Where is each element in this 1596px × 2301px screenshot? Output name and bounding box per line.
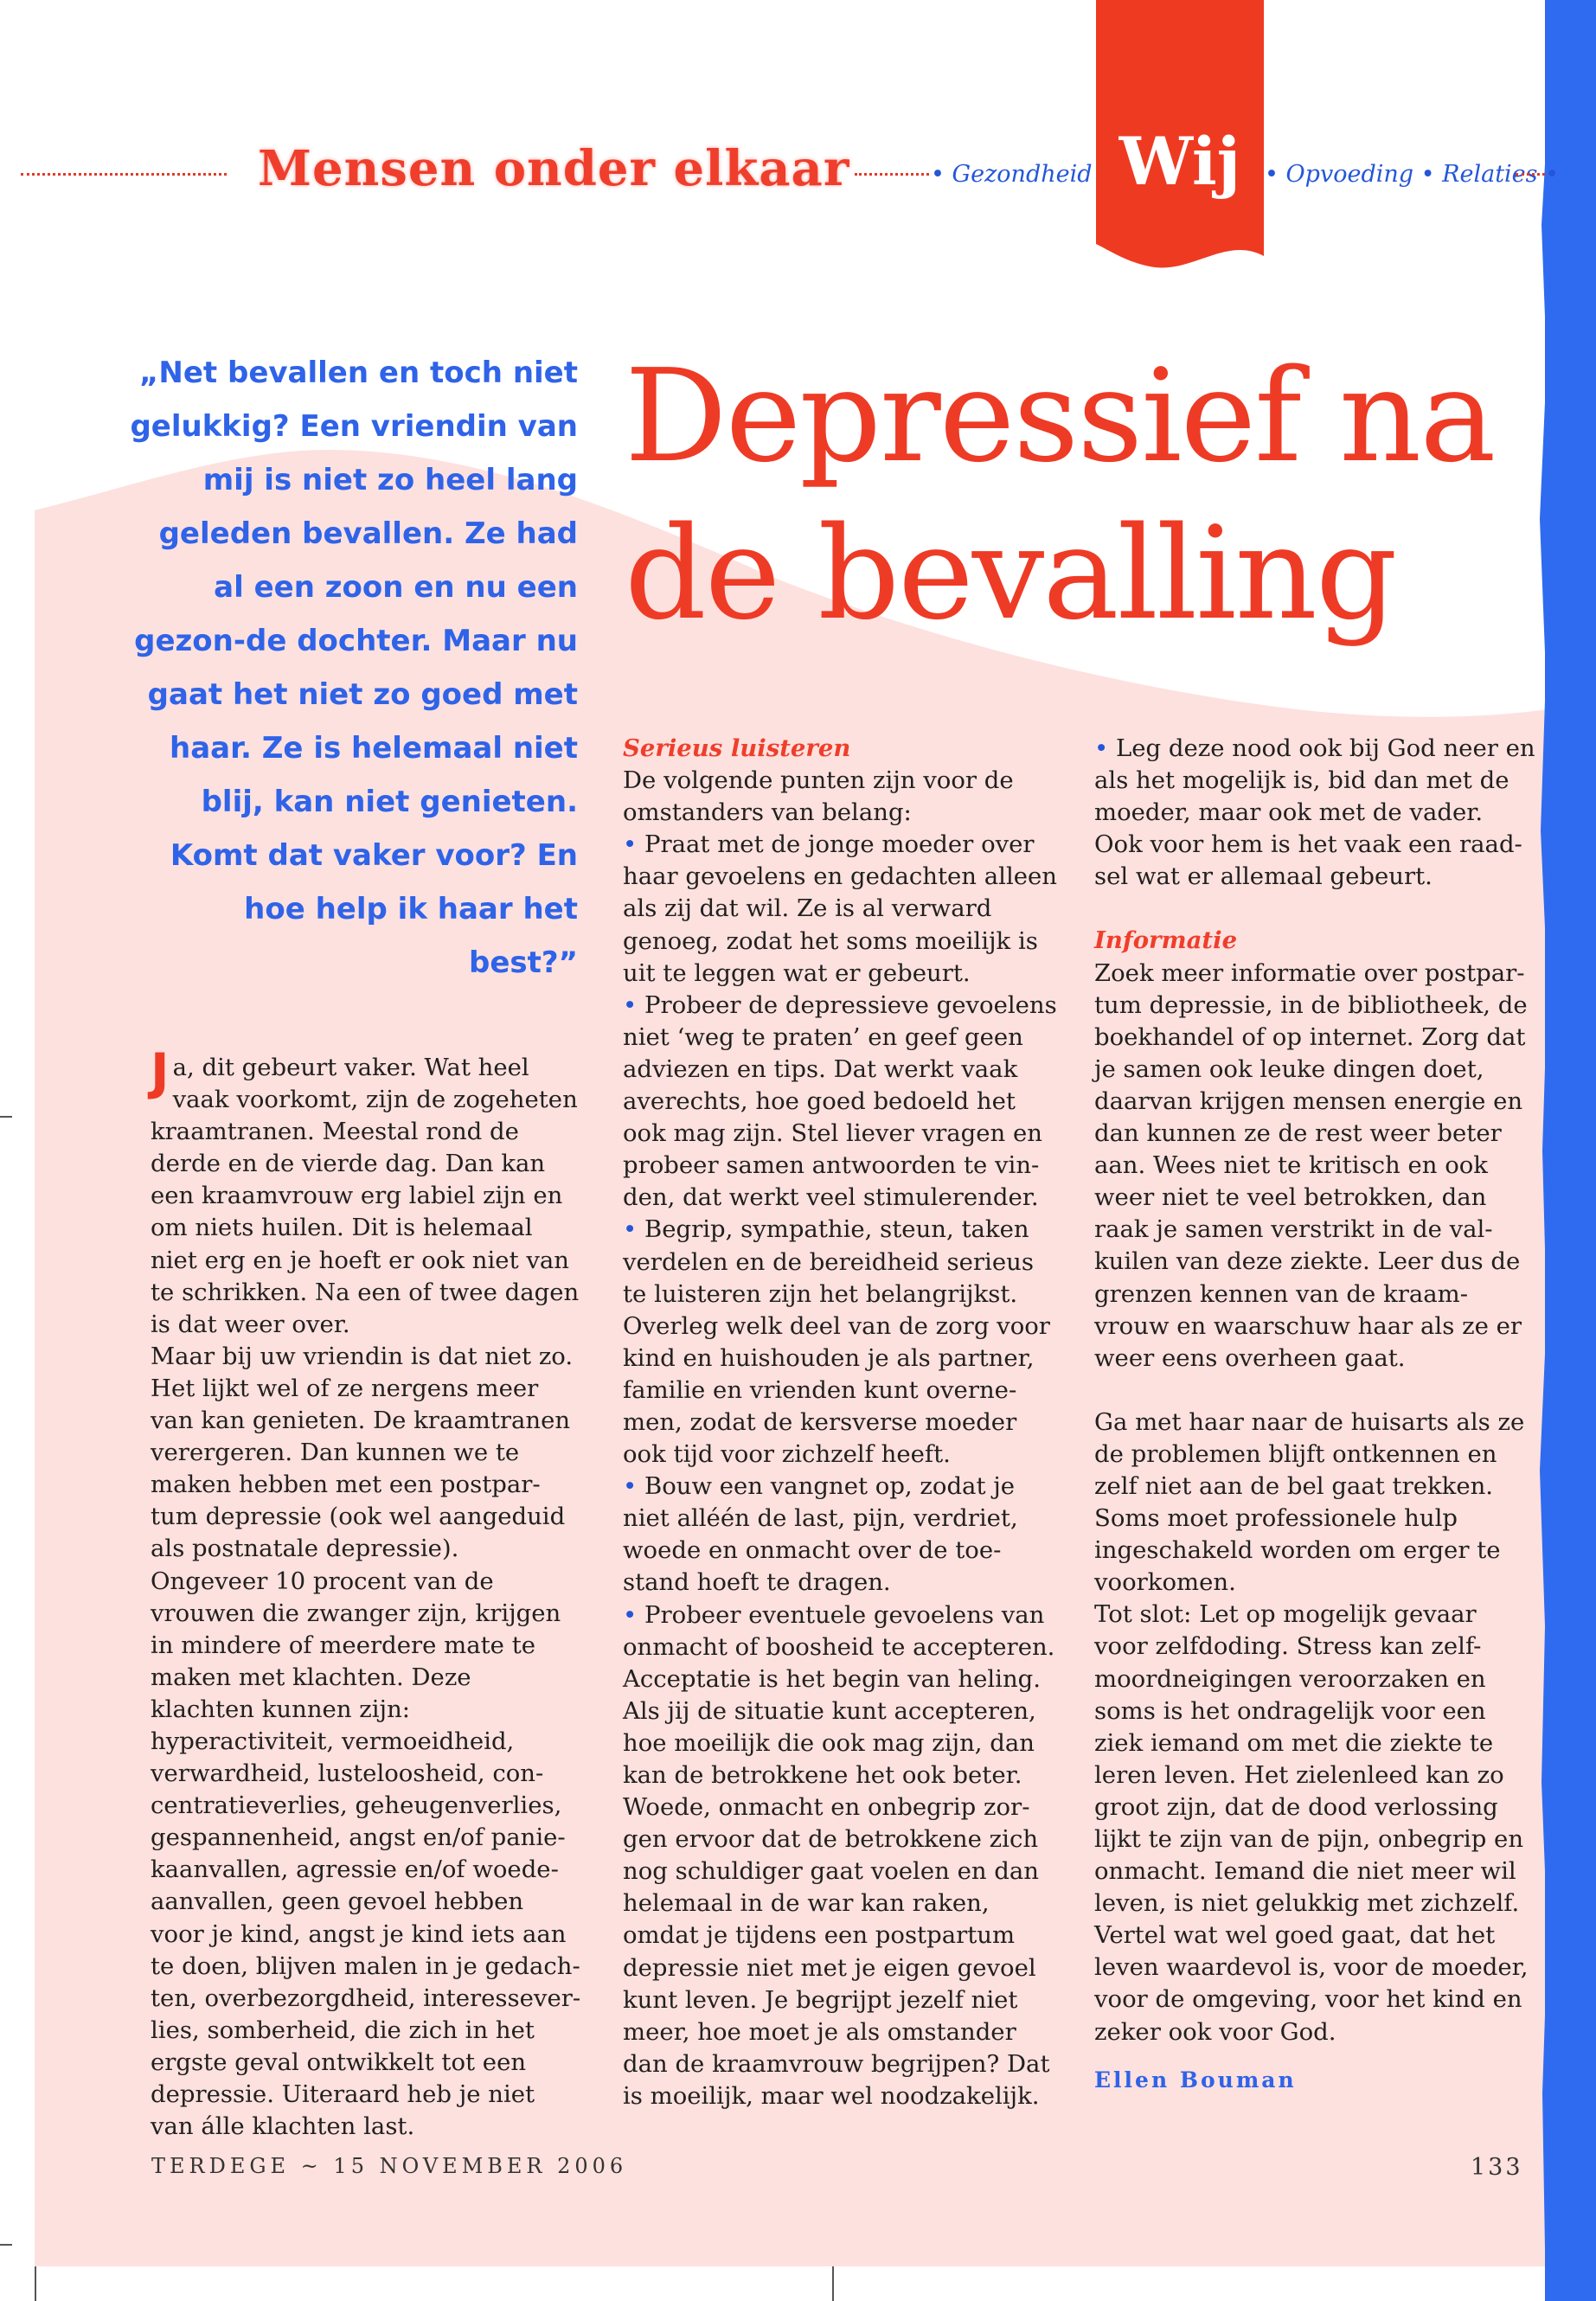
category-label: Relaties: [1442, 161, 1538, 188]
headline-line: de bevalling: [625, 499, 1396, 648]
spacer: [1094, 1375, 1535, 1407]
bullet-icon: •: [1545, 161, 1560, 188]
body-paragraph: Maar bij uw vriendin is dat niet zo. Het lijkt wel of ze nergens meer van kan genieten. De kraamtranen verergeren. Dan kunnen we te maken hebben met een postpar-tum depressie (ook wel aangeduid als postnatale depressie). Ongeveer 10 procent van de vrouwen die zwanger zijn, krijgen in mindere of meerdere mate te maken met klachten. Deze klachten kunnen zijn: hyperactiviteit, vermoeidheid, verwardheid, lusteloosheid, con-centratieverlies, geheugenverlies, gespannenheid, angst en/of panie-kaanvallen, agressie en/of woede-aanvallen, geen gevoel hebben voor je kind, angst je kind iets aan te doen, blijven malen in je gedach-ten, overbezorgdheid, interessever-lies, somberheid, die zich in het ergste geval ontwikkelt tot een depressie. Uiteraard heb je niet van álle klachten last.: [151, 1342, 581, 2141]
subheading: Informatie: [1094, 926, 1238, 955]
bullet-text: Praat met de jonge moeder over haar gevoelens en gedachten alleen als zij dat wil. Ze is al verward genoeg, zodat het soms moeilijk is uit te leggen wat er gebeurt.: [623, 830, 1058, 987]
bullet-icon: •: [623, 1472, 638, 1501]
crop-mark: [35, 2266, 36, 2301]
side-color-bar: [1545, 0, 1596, 2301]
bullet-item: [623, 1471, 1060, 1599]
bullet-item: [623, 990, 1060, 1215]
article-column-3: [1094, 733, 1535, 2096]
publication-footer: TERDEGE ~ 15 NOVEMBER 2006: [151, 2154, 628, 2178]
bullet-icon: •: [931, 161, 945, 188]
bullet-icon: •: [1265, 161, 1279, 188]
category-label: Gezondheid: [952, 161, 1093, 188]
category-gezondheid: [931, 161, 1113, 188]
bullet-item: [1094, 733, 1535, 893]
bullet-icon: •: [1094, 734, 1109, 762]
bullet-icon: •: [623, 1215, 638, 1244]
page-number: 133: [1471, 2154, 1523, 2181]
article-column-2: [623, 733, 1060, 2112]
header-dotted-rule: [21, 173, 227, 176]
bullet-icon: •: [623, 1600, 638, 1629]
bullet-text: Begrip, sympathie, steun, taken verdelen en de bereidheid serieus te luisteren zijn het belangrijkst. Overleg welk deel van de zorg voor kind en huishouden je als partner, familie en vrienden kunt overne-men, zodat de kersverse moeder ook tijd voor zichzelf heeft.: [623, 1215, 1050, 1469]
header-dotted-rule: [855, 173, 929, 176]
body-paragraph: De volgende punten zijn voor de omstanders van belang:: [623, 766, 1014, 827]
bullet-text: Leg deze nood ook bij God neer en als het mogelijk is, bid dan met de moeder, maar ook met de vader. Ook voor hem is het vaak een raad-sel wat er allemaal gebeurt.: [1094, 734, 1535, 891]
header-dotted-rule: [1516, 173, 1545, 176]
author-byline: Ellen Bouman: [1094, 2067, 1297, 2093]
bullet-text: Bouw een vangnet op, zodat je niet alléén de last, pijn, verdriet, woede en onmacht over de toe-stand hoeft te dragen.: [623, 1472, 1018, 1597]
category-label: Opvoeding: [1285, 161, 1414, 188]
bullet-icon: •: [1420, 161, 1435, 188]
body-paragraph: Zoek meer informatie over postpar-tum depressie, in de bibliotheek, de boekhandel of op internet. Zorg dat je samen ook leuke dingen doet, daarvan krijgen mensen energie en dan kunnen ze de rest weer beter aan. Wees niet te kritisch en ook weer niet te veel betrokken, dan raak je samen verstrikt in de val-kuilen van deze ziekte. Leer dus de grenzen kennen van de kraam-vrouw en waarschuw haar als ze er weer eens overheen gaat.: [1094, 958, 1528, 1372]
crop-mark: [0, 1116, 12, 1118]
bullet-text: Probeer de depressieve gevoelens niet ‘weg te praten’ en geef geen adviezen en tips. Dat werkt vaak averechts, hoe goed bedoeld het ook mag zijn. Stel liever vragen en probeer samen antwoorden te vin-den, dat werkt veel stimulerender.: [623, 990, 1057, 1212]
bullet-icon: •: [623, 830, 638, 859]
crop-mark: [832, 2266, 834, 2301]
spacer: [1094, 893, 1535, 925]
section-title: Mensen onder elkaar: [258, 140, 850, 197]
bullet-text: Probeer eventuele gevoelens van onmacht of boosheid te accepteren. Acceptatie is het begin van heling. Als jij de situatie kunt accepteren, hoe moeilijk die ook mag zijn, dan kan de betrokkene het ook beter. Woede, onmacht en onbegrip zor-gen ervoor dat de betrokkene zich nog schuldiger gaat voelen en dan helemaal in de war kan raken, omdat je tijdens een postpartum depressie niet met je eigen gevoel kunt leven. Je begrijpt jezelf niet meer, hoe moet je als omstander dan de kraamvrouw begrijpen? Dat is moeilijk, maar wel noodzakelijk.: [623, 1600, 1055, 2110]
bullet-item: [623, 1214, 1060, 1471]
crop-mark: [0, 2244, 12, 2246]
paragraph-text: a, dit gebeurt vaker. Wat heel vaak voorkomt, zijn de zogeheten kraamtranen. Meestal rond de derde en de vierde dag. Dan kan een kraamvrouw erg labiel zijn en om niets huilen. Dit is helemaal niet erg en je hoeft er ook niet van te schrikken. Na een of twee dagen is dat weer over.: [151, 1054, 580, 1338]
body-paragraph: Ga met haar naar de huisarts als ze de problemen blijft ontkennen en zelf niet aan de bel gaat trekken. Soms moet professionele hulp ingeschakeld worden om erger te voorkomen.: [1094, 1407, 1525, 1597]
headline: [625, 337, 1524, 652]
subheading: Serieus luisteren: [623, 734, 851, 762]
flag-label: Wij: [1118, 123, 1241, 200]
bullet-item: [623, 1599, 1060, 2113]
body-paragraph: [151, 1042, 581, 1341]
headline-line: Depressief na: [625, 342, 1495, 490]
body-paragraph: Tot slot: Let op mogelijk gevaar voor zelfdoding. Stress kan zelf-moordneigingen veroorzaken en soms is het ondragelijk voor een ziek iemand om met die ziekte te leren leven. Het zielenleed kan zo groot zijn, dat de dood verlossing lijkt te zijn van de pijn, onbegrip en onmacht. Iemand die niet meer wil leven, is niet gelukkig met zichzelf. Vertel wat wel goed gaat, dat het leven waardevol is, voor de moeder, voor de omgeving, voor het kind en zeker ook voor God.: [1094, 1600, 1529, 2046]
article-column-1: [151, 1042, 581, 2143]
bullet-item: [623, 829, 1060, 989]
lead-question: „Net bevallen en toch niet gelukkig? Een vriendin van mij is niet zo heel lang geleden bevallen. Ze had al een zoon en nu een gezon-de dochter. Maar nu gaat het niet zo goed met haar. Ze is helemaal niet blij, kan niet genieten. Komt dat vaker voor? En hoe help ik haar het best?”: [130, 356, 578, 980]
drop-cap: J: [151, 1042, 170, 1101]
bullet-icon: •: [623, 990, 638, 1019]
